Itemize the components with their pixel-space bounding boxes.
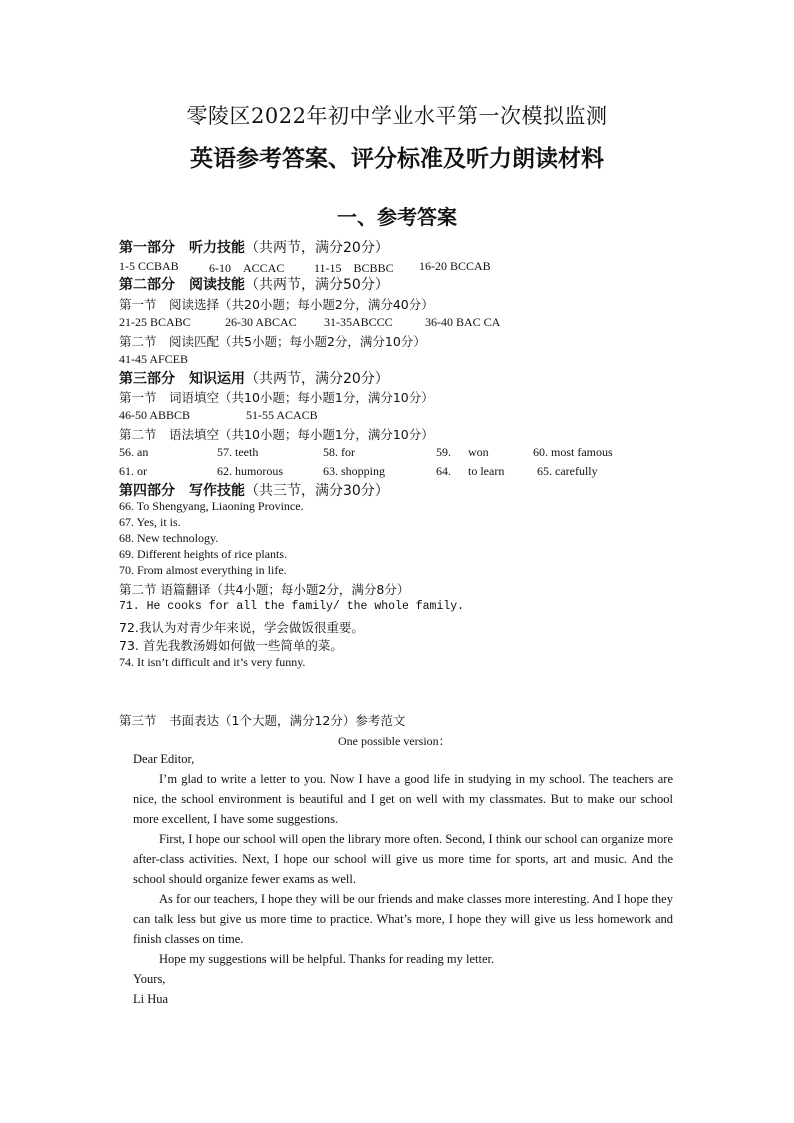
answer-group: 16-20 BCCAB <box>419 259 491 273</box>
short-answer: 69. Different heights of rice plants. <box>119 547 288 561</box>
grammar-answer: to learn <box>468 464 505 478</box>
grammar-answer: 62. humorous <box>217 464 283 478</box>
part1-heading-main: 第一部分 听力技能 <box>119 240 245 256</box>
answer-group: 36-40 BAC CA <box>425 315 501 329</box>
short-answer: 66. To Shengyang, Liaoning Province. <box>119 499 304 513</box>
short-answer: 67. Yes, it is. <box>119 515 181 529</box>
part2-section2-heading: 第二节 阅读匹配（共5小题；每小题2分，满分10分） <box>119 334 426 349</box>
grammar-answer: 58. for <box>323 445 355 459</box>
part1-heading <box>119 237 389 257</box>
sample-letter <box>133 749 673 1009</box>
grammar-answer: 65. carefully <box>537 464 598 478</box>
letter-paragraph: As for our teachers, I hope they will be our friends and make classes more interesting. And I hope they can talk less but give us more time to practice. What’s more, I hope they will give us less homework and finish classes on time. <box>133 892 673 946</box>
grammar-answers-row-1 <box>119 445 679 461</box>
grammar-answer: 64. <box>436 464 451 478</box>
grammar-answer: 56. an <box>119 445 149 459</box>
answer-group: 26-30 ABCAC <box>225 315 297 329</box>
translation-71: 71. He cooks for all the family/ the whole family. <box>119 600 465 613</box>
letter-paragraph: Hope my suggestions will be helpful. Thanks for reading my letter. <box>159 952 495 966</box>
version-label: One possible version： <box>338 734 451 748</box>
letter-signature: Li Hua <box>133 992 169 1006</box>
cloze-answers-row <box>119 408 679 424</box>
short-answer: 68. New technology. <box>119 531 219 545</box>
answer-group: 51-55 ACACB <box>246 408 318 422</box>
part3-section1-heading: 第一节 词语填空（共10小题；每小题1分，满分10分） <box>119 390 434 405</box>
answer-group: 11-15 BCBBC <box>314 261 394 275</box>
grammar-answer: 61. or <box>119 464 147 478</box>
translation-73: 73. 首先我教汤姆如何做一些简单的菜。 <box>119 638 343 653</box>
part2-heading-tail: （共两节，满分50分） <box>245 277 389 293</box>
part4-heading-tail: （共三节，满分30分） <box>245 483 389 499</box>
exam-title: 零陵区2022年初中学业水平第一次模拟监测 <box>186 104 608 128</box>
part3-heading-main: 第三部分 知识运用 <box>119 371 245 387</box>
part2-heading <box>119 274 389 294</box>
letter-closing: Yours, <box>133 972 166 986</box>
part2-section1-heading: 第一节 阅读选择（共20小题；每小题2分，满分40分） <box>119 297 434 312</box>
letter-salutation: Dear Editor, <box>133 752 195 766</box>
listening-answers-row <box>119 259 679 275</box>
section-heading-answers: 一、参考答案 <box>337 205 457 229</box>
grammar-answer: won <box>468 445 489 459</box>
part4-section2-heading: 第二节 语篇翻译（共4小题；每小题2分，满分8分） <box>119 582 410 597</box>
letter-paragraph: I’m glad to write a letter to you. Now I have a good life in studying in my school. The teachers are nice, the school environment is beautiful and I get on well with my classmates. But to make our school more excellent, I have some suggestions. <box>133 772 673 826</box>
answer-group: 46-50 ABBCB <box>119 408 191 422</box>
grammar-answer: 60. most famous <box>533 445 613 459</box>
reading-answers-row <box>119 315 679 331</box>
part4-section3-heading: 第三节 书面表达（1个大题，满分12分）参考范文 <box>119 713 406 728</box>
document-subtitle: 英语参考答案、评分标准及听力朗读材料 <box>190 146 604 172</box>
part4-heading-main: 第四部分 写作技能 <box>119 483 245 499</box>
short-answer: 70. From almost everything in life. <box>119 563 287 577</box>
part4-heading <box>119 480 389 500</box>
letter-paragraph: First, I hope our school will open the library more often. Second, I think our school can organize more after-class activities. Next, I hope our school will give us more time for sports, art and music. And the school should organize fewer exams as well. <box>133 832 673 886</box>
grammar-answer: 59. <box>436 445 451 459</box>
grammar-answers-row-2 <box>119 464 679 480</box>
grammar-answer: 57. teeth <box>217 445 259 459</box>
answer-group: 1-5 CCBAB <box>119 259 179 273</box>
answer-group: 6-10 ACCAC <box>209 261 285 275</box>
part2-heading-main: 第二部分 阅读技能 <box>119 277 245 293</box>
answer-group: 31-35ABCCC <box>324 315 393 329</box>
part3-heading <box>119 368 389 388</box>
answer-group: 21-25 BCABC <box>119 315 191 329</box>
part1-heading-tail: （共两节，满分20分） <box>245 240 389 256</box>
part3-heading-tail: （共两节，满分20分） <box>245 371 389 387</box>
grammar-answer: 63. shopping <box>323 464 386 478</box>
translation-74: 74. It isn’t difficult and it’s very funny. <box>119 655 306 669</box>
part3-section2-heading: 第二节 语法填空（共10小题；每小题1分，满分10分） <box>119 427 434 442</box>
translation-72: 72.我认为对青少年来说，学会做饭很重要。 <box>119 620 364 635</box>
matching-answers: 41-45 AFCEB <box>119 352 189 366</box>
